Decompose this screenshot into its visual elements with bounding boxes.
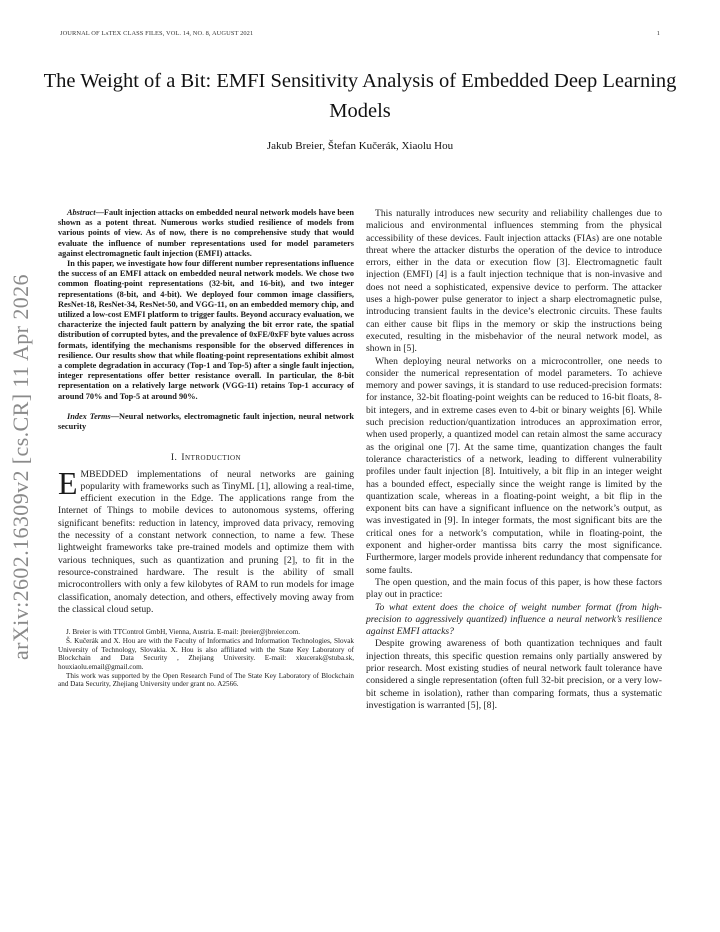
footnotes <box>58 628 354 689</box>
body-paragraph-1: This naturally introduces new security and reliability challenges due to malicious and environmental influences stemming from the physical accessibility of these devices. Fault injection attacks (FIAs) are one notable threat where the attacker disturbs the operation of the device to introduce errors, either in the data or execution flow [3]. Electromagnetic fault injection (EMFI) [4] is a fault injection technique that is non-invasive and does not need a sophisticated, expensive device to perform. The attacker uses a high-power pulse generator to inject a sharp electromagnetic pulse, introducing transient faults in the device’s electronic circuits. These faults can either cause bit flips in the memory or skip the instructions being executed, resulting in the misbehavior of the neural network model, as shown in [5]. <box>366 208 662 355</box>
section-number: I. <box>170 453 178 464</box>
body-paragraph-4: Despite growing awareness of both quantization techniques and fault injection threats, this specific question remains only partially answered by prior research. Most existing studies of neural network fault tolerance have considered a single representation (often full 32-bit precision, or a very low-bit scheme in isolation), rather than comparing formats, thus a systematic investigation is warranted [5], [8]. <box>366 638 662 711</box>
abstract <box>58 208 354 402</box>
body-paragraph-3: The open question, and the main focus of this paper, is how these factors play out in practice: <box>366 576 662 601</box>
section-heading-introduction <box>58 452 354 464</box>
footnote-affiliation-2: Š. Kučerák and X. Hou are with the Faculty of Informatics and Information Technologies, Slovak University of Technology, Slovakia. X. Hou is also affiliated with the State Key Laboratory of Blockchain and Data Security , Zhejiang University. E-mail: xkucerak@stuba.sk, houxiaolu.email@gmail.com. <box>58 636 354 671</box>
intro-lead-word: MBEDDED <box>80 468 128 480</box>
author-list: Jakub Breier, Štefan Kučerák, Xiaolu Hou <box>266 140 454 152</box>
running-header <box>60 30 660 42</box>
footnote-funding: This work was supported by the Open Research Fund of The State Key Laboratory of Blockchain and Data Security, Zhejiang University under grant no. A2566. <box>58 671 354 689</box>
abstract-paragraph-1: Fault injection attacks on embedded neural network models have been shown as a potent threat. Numerous works studied resilience of models from various points of view. As of now, there is no comprehensive study that would evaluate the influence of number representations used for model parameters against electromagnetic fault injection (EMFI) attacks. <box>58 208 354 258</box>
abstract-label: Abstract <box>67 208 96 217</box>
research-question: To what extent does the choice of weight number format (from high-precision to aggressively quantized) influence a neural network’s resilience against EMFI attacks? <box>366 601 662 638</box>
section-title: Introduction <box>181 453 242 464</box>
journal-header: JOURNAL OF LᴀTEX CLASS FILES, VOL. 14, NO. 8, AUGUST 2021 <box>60 30 254 37</box>
arxiv-identifier[interactable]: arXiv:2602.16309v2 [cs.CR] 11 Apr 2026 <box>8 274 33 660</box>
intro-body: implementations of neural networks are gaining popularity with frameworks such as TinyML [1], allowing a real-time, efficient execution in the Edge. The applications range from the Internet of Things to mobile devices to autonomous systems, offering significant benefits: reduction in latency, improved data privacy, removing the necessity of a constant network connection, to name a few. These lightweight frameworks take pre-trained models and optimize them with various techniques, such as quantization and pruning [2], to fit in the resource-constrained hardware. The result is the ability of small microcontrollers with only a few kilobytes of RAM to run models for image classification, anomaly detection, and others, effectively moving away from the classical cloud setup. <box>58 468 354 615</box>
page-number: 1 <box>656 30 660 37</box>
left-column <box>58 208 354 689</box>
body-paragraph-2: When deploying neural networks on a microcontroller, one needs to consider the numerical representation of model parameters. To achieve memory and power savings, it is standard to use reduced-precision formats: for instance, 32-bit floating-point weights can be reduced to 16-bit floats, 8-bit integers, and in extreme cases even to 4-bit or binary weights [6]. While such precision reduction/quantization introduces an approximation error, when used properly, a quantized model can retain almost the same accuracy as the original one [7]. At the same time, quantization changes the fault tolerance characteristics of a network, leading to different vulnerability profiles under fault injection [8]. Intuitively, a bit flip in an integer weight has a bounded effect, especially since the weight range is limited by the quantization scale, whereas in a floating-point weight, a bit flip in the exponent bits can have a significant influence on the network’s output, as was investigated in [9]. In integer formats, the most significant bits are the critical ones for a network’s computation, while in floating-point, the exponent and higher-order mantissa bits carry the most significance. Furthermore, larger models provide inherent redundancy that compensate for some faults. <box>366 355 662 576</box>
index-terms-text: Neural networks, electromagnetic fault injection, neural network security <box>58 411 354 432</box>
drop-cap: E <box>58 464 78 501</box>
abstract-paragraph-2: In this paper, we investigate how four different number representations influence the success of an EMFI attack on embedded neural network models. We chose two common floating-point representations (32-bit, and 16-bit), and two integer representations (8-bit, and 4-bit). We deployed four common image classifiers, ResNet-18, ResNet-34, ResNet-50, and VGG-11, on an embedded memory chip, and utilized a low-cost EMFI platform to trigger faults. Beyond accuracy evaluation, we characterize the injected fault pattern by analyzing the bit error rate, the spatial distribution of corrupted bytes, and the prevalence of 0xFE/0xFF byte values across formats, identifying the mechanisms responsible for the observed differences in resilience. Our results show that while floating-point representations exhibit almost a complete degradation in accuracy (Top-1 and Top-5) after a single fault injection, integer representations offer better resistance overall. In particular, the 8-bit representation on a relatively large network (VGG-11) retains Top-1 accuracy of around 70% and Top-5 at around 90%. <box>58 259 354 401</box>
index-terms <box>58 412 354 432</box>
paper-title: The Weight of a Bit: EMFI Sensitivity Analysis of Embedded Deep Learning Models <box>43 70 677 122</box>
index-terms-label: Index Terms <box>67 411 111 421</box>
index-terms-dash: — <box>110 411 119 421</box>
abstract-dash: — <box>95 208 104 217</box>
right-column <box>366 208 662 712</box>
footnote-affiliation-1: J. Breier is with TTControl GmbH, Vienna, Austria. E-mail: jbreier@jbreier.com. <box>66 628 301 637</box>
introduction-paragraph-1 <box>58 464 354 617</box>
